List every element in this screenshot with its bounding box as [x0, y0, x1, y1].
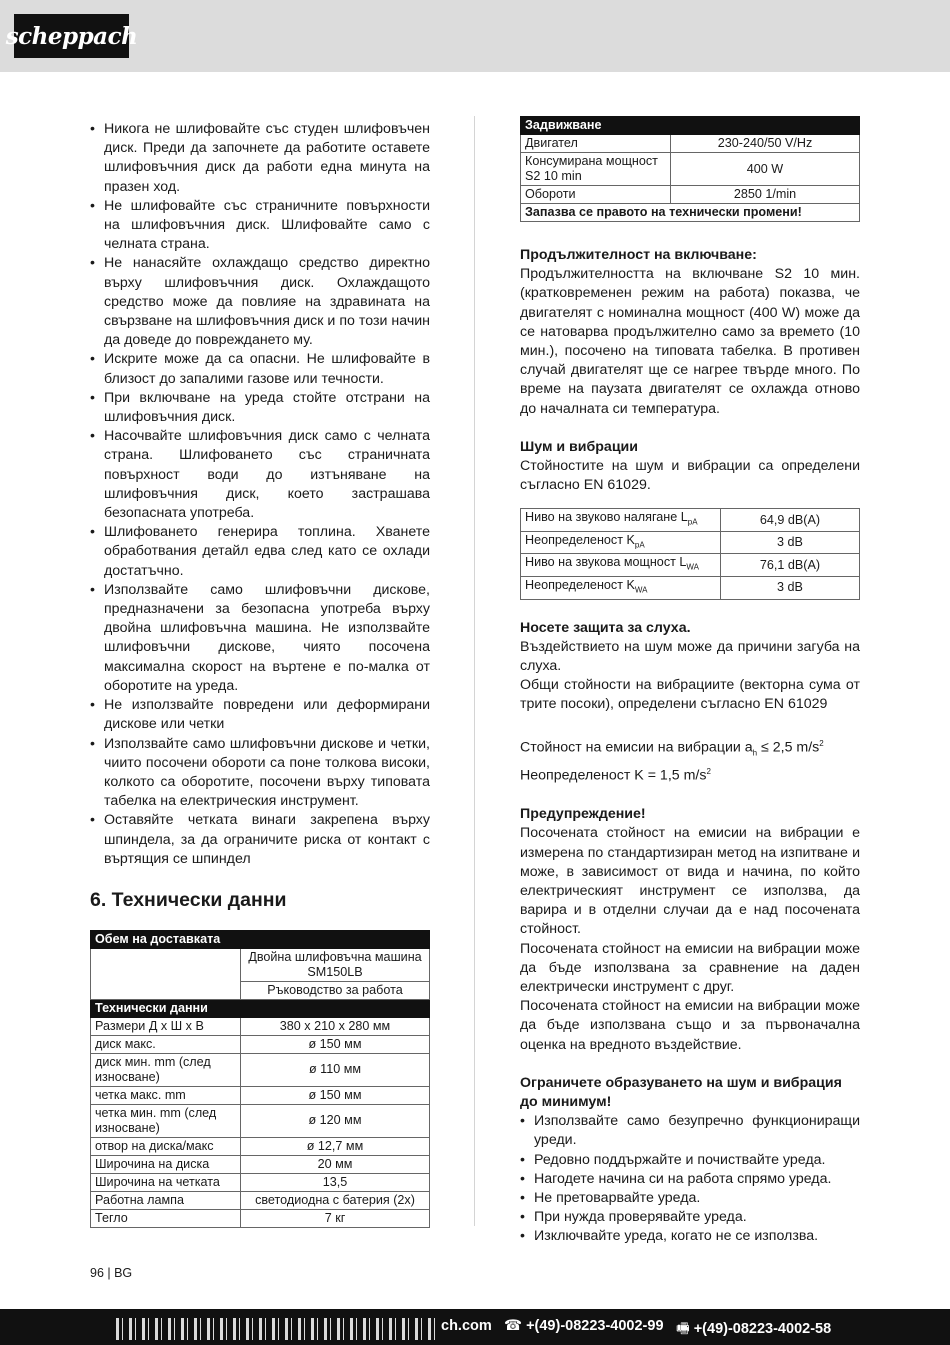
list-item: • Никога не шлифовайте със студен шлифовъчен диск. Преди да започнете да работите оставете шлифовъчния диск да работи една минута на празен ход.: [90, 120, 430, 197]
list-item: • Не използвайте повредени или деформирани дискове или четки: [90, 696, 430, 734]
noise-text: Стойностите на шум и вибрации са определени съгласно EN 61029.: [520, 458, 860, 494]
column-divider: [474, 116, 475, 1226]
row-value: 380 x 210 x 280 мм: [241, 1017, 430, 1035]
tech-header: Технически данни: [91, 999, 430, 1017]
footer-fax: 🖷 +(49)-08223-4002-58: [676, 1321, 832, 1337]
duty-text: Продължителността на включване S2 10 мин. (кратковременен режим на работа) показва, че двигателят с номинална мощност (400 W) може да се натоварва продължително само за времето (10 мин.), посочено на типовата табелка. В противен случай двигателят ще се нагрее твърде много. По време на паузата двигателят се охлажда отново до началната си температура.: [520, 266, 860, 417]
table-row: [91, 1035, 430, 1053]
limit-title: Ограничете образуването на шум и вибрация до минимум!: [520, 1074, 842, 1111]
fax-icon: 🖷: [676, 1321, 690, 1337]
list-item: • Нагодете начина си на работа спрямо уреда.: [520, 1170, 860, 1189]
table-row: [521, 135, 860, 153]
table-row: [521, 153, 860, 186]
list-item: • При нужда проверявайте уреда.: [520, 1208, 860, 1227]
list-item: • Не шлифовайте със страничните повърхности на шлифовъчния диск. Шлифовайте само с челната страна.: [90, 197, 430, 255]
table-row: [91, 1155, 430, 1173]
warning-text-1: Посочената стойност на емисии на вибрации е измерена по стандартизиран метод на изпитване и може, в зависимост от вида и начина, по който електрическият инструмент се използва, да варира и в отделни случаи да е над посочената стойност.: [520, 825, 860, 938]
row-label: диск макс.: [91, 1035, 241, 1053]
row-label: Консумирана мощност S2 10 min: [521, 153, 671, 186]
table-note: Запазва се правото на технически промени!: [521, 204, 860, 222]
table-row: [91, 1017, 430, 1035]
table-row: [91, 1137, 430, 1155]
row-label: Работна лампа: [91, 1191, 241, 1209]
row-value: 2850 1/min: [671, 186, 860, 204]
list-item: • Изключвайте уреда, когато не се използва.: [520, 1227, 860, 1246]
table-row: [91, 1104, 430, 1137]
table-row: [521, 186, 860, 204]
table-row: [91, 1209, 430, 1227]
phone-icon: ☎: [504, 1318, 523, 1334]
table-row: [521, 576, 860, 599]
row-value: 64,9 dB(A): [721, 509, 860, 532]
row-value: ø 150 мм: [241, 1086, 430, 1104]
row-value: светодиодна с батерия (2x): [241, 1191, 430, 1209]
footer-garbled-text: [116, 1318, 441, 1340]
row-label: отвор на диска/макс: [91, 1137, 241, 1155]
table-row: [91, 1191, 430, 1209]
table-row: [91, 1053, 430, 1086]
table-row: [521, 554, 860, 577]
list-item: • Не претоварвайте уреда.: [520, 1189, 860, 1208]
row-label: четка макс. mm: [91, 1086, 241, 1104]
row-label: Тегло: [91, 1209, 241, 1227]
row-label: Широчина на диска: [91, 1155, 241, 1173]
hearing-text-1: Въздействието на шум може да причини загуба на слуха.: [520, 638, 860, 674]
noise-title: Шум и вибрации: [520, 438, 638, 455]
row-value: 230-240/50 V/Hz: [671, 135, 860, 153]
row-label: Неопределеност $K_{pA}$: [521, 531, 721, 554]
row-value: ø 120 мм: [241, 1104, 430, 1137]
delivery-header: Обем на доставката: [91, 930, 430, 948]
row-value: 20 мм: [241, 1155, 430, 1173]
row-value: 7 кг: [241, 1209, 430, 1227]
list-item: • Насочвайте шлифовъчния диск само с челната страна. Шлифоването със страничната повърхност води до изтъняване на шлифовъчния диск, което застрашава безопасната употреба.: [90, 427, 430, 523]
list-item: • Не нанасяйте охлаждащо средство директно върху шлифовъчния диск. Охлаждащото средство може да повлияе на здравината на свързване на шлифовъчния диск и по този начин да доведе до повреждането му.: [90, 254, 430, 350]
list-item: • Използвайте само шлифовъчни дискове и четки, чиито посочени обороти са поне толкова високи, колкото са оборотите, посочени върху типовата табелка на електрическия инструмент.: [90, 735, 430, 812]
page-number: 96 | BG: [90, 1266, 133, 1280]
list-item: • Използвайте само шлифовъчни дискове, предназначени за безопасна употреба върху двойна шлифовъчна машина. Не използвайте шлифовъчни дискове, чиято посочена максимална скорост на въртене е по-малка от оборотите на уреда.: [90, 581, 430, 696]
table-cell-empty: [91, 948, 241, 999]
vibration-emission: Стойност на емисии на вибрации $a_h \le 2,5$ $m/s^2$: [520, 738, 824, 758]
duty-title: Продължителност на включване:: [520, 247, 757, 263]
row-value: ø 110 мм: [241, 1053, 430, 1086]
row-label: Неопределеност $K_{WA}$: [521, 576, 721, 599]
row-label: Широчина на четката: [91, 1173, 241, 1191]
vibration-uncertainty: Неопределеност K = 1,5 $m/s^2$: [520, 767, 711, 785]
hearing-title: Носете защита за слуха.: [520, 619, 691, 636]
row-label: Двигател: [521, 135, 671, 153]
hearing-text-2: Общи стойности на вибрациите (векторна сума от трите посоки), определени съгласно EN 61029: [520, 677, 860, 713]
tech-data-table: [90, 930, 430, 1228]
table-row: [91, 1173, 430, 1191]
page-header: [0, 0, 950, 72]
warning-text-3: Посочената стойност на емисии на вибрации може да бъде използвана също и за първоначална оценка на вредното въздействие.: [520, 998, 860, 1053]
row-value: 13,5: [241, 1173, 430, 1191]
warning-title: Предупреждение!: [520, 806, 646, 823]
drive-table: [520, 116, 860, 222]
row-value: ø 12,7 мм: [241, 1137, 430, 1155]
row-value: 3 dB: [721, 531, 860, 554]
footer-phone: ☎ +(49)-08223-4002-99: [504, 1318, 664, 1334]
row-label: четка мин. mm (след износване): [91, 1104, 241, 1137]
list-item: • Използвайте само безупречно функциониращи уреди.: [520, 1112, 860, 1150]
row-value: 400 W: [671, 153, 860, 186]
noise-table: [520, 508, 860, 599]
delivery-item: Ръководство за работа: [241, 981, 430, 999]
list-item: • Шлифоването генерира топлина. Хванете обработвания детайл едва след като се охлади достатъчно.: [90, 523, 430, 581]
footer-website: ch.com: [441, 1318, 492, 1334]
section-title: 6. Технически данни: [90, 888, 287, 911]
brand-logo: scheppach: [14, 14, 129, 58]
table-row: [521, 509, 860, 532]
list-item: • Редовно поддържайте и почиствайте уреда.: [520, 1151, 860, 1170]
page-footer: [0, 1309, 950, 1345]
list-item: • Искрите може да са опасни. Не шлифовайте в близост до запалими газове или течности.: [90, 350, 430, 388]
right-column: [520, 116, 860, 1247]
row-label: Ниво на звукова мощност $L_{WA}$: [521, 554, 721, 577]
row-value: 3 dB: [721, 576, 860, 599]
row-label: Обороти: [521, 186, 671, 204]
row-value: 76,1 dB(A): [721, 554, 860, 577]
row-value: ø 150 мм: [241, 1035, 430, 1053]
safety-list: [90, 120, 430, 869]
left-column: [90, 120, 430, 1228]
limit-list: [520, 1112, 860, 1246]
list-item: • При включване на уреда стойте отстрани на шлифовъчния диск.: [90, 389, 430, 427]
table-row: [521, 531, 860, 554]
row-label: Размери Д x Ш x В: [91, 1017, 241, 1035]
table-row: [91, 1086, 430, 1104]
delivery-item: Двойна шлифовъчна машина SM150LB: [241, 948, 430, 981]
drive-header: Задвижване: [521, 117, 860, 135]
row-label: диск мин. mm (след износване): [91, 1053, 241, 1086]
list-item: • Оставяйте четката винаги закрепена върху шпиндела, за да ограничите риска от контакт с въртящия се шпиндел: [90, 811, 430, 869]
row-label: Ниво на звуково налягане $L_{pA}$: [521, 509, 721, 532]
warning-text-2: Посочената стойност на емисии на вибрации може да бъде използвана за сравнение на даден електрически инструмент с друг.: [520, 940, 860, 996]
